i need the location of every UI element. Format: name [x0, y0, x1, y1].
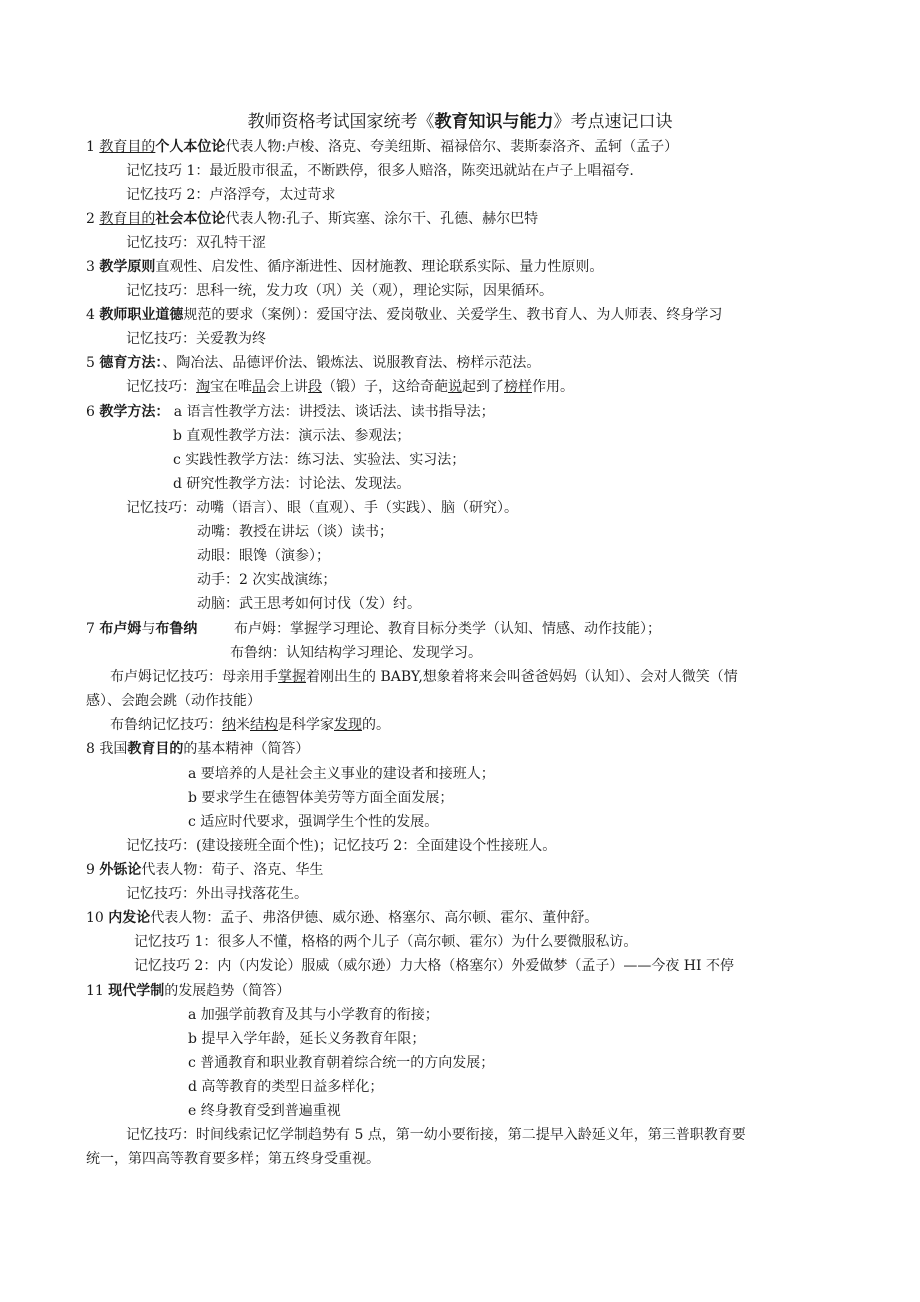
item-6-c: c 实践性教学方法：练习法、实验法、实习法；: [173, 452, 466, 468]
item-6-mnemonic-brain: 动脑：武王思考如何讨伐（发）纣。: [197, 596, 421, 612]
item-6-mnemonic-hand: 动手：2 次实战演练；: [197, 572, 337, 588]
item-11-d: d 高等教育的类型日益多样化；: [188, 1079, 384, 1095]
item-10-tip-2: 记忆技巧 2：内（内发论）服威（威尔逊）力大格（格塞尔）外爱做梦（孟子）——今夜 HI 不停: [134, 958, 734, 974]
item-11-e: e 终身教育受到普遍重视: [188, 1103, 341, 1119]
item-3-tip: 记忆技巧：思科一统，发力攻（巩）关（观），理论实际，因果循环。: [126, 283, 553, 299]
item-5-heading: 5 德育方法：、陶冶法、品德评价法、锻炼法、说服教育法、榜样示范法。: [86, 355, 541, 371]
item-8-heading: 8 我国教育目的的基本精神（简答）: [86, 741, 310, 757]
item-6-mnemonic-mouth: 动嘴：教授在讲坛（谈）读书；: [197, 524, 393, 540]
item-3-heading: 3 教学原则直观性、启发性、循序渐进性、因材施教、理论联系实际、量力性原则。: [86, 259, 604, 275]
item-11-heading: 11 现代学制的发展趋势（简答）: [86, 983, 291, 999]
document-title: 教师资格考试国家统考《教育知识与能力》考点速记口诀: [247, 112, 673, 132]
item-10-tip-1: 记忆技巧 1：很多人不懂，格格的两个儿子（高尔顿、霍尔）为什么要微服私访。: [134, 934, 638, 950]
item-8-b: b 要求学生在德智体美劳等方面全面发展；: [188, 790, 454, 806]
item-4-tip: 记忆技巧：关爱教为终: [126, 331, 266, 347]
item-10-heading: 10 内发论代表人物：孟子、弗洛伊德、威尔逊、格塞尔、高尔顿、霍尔、董仲舒。: [86, 910, 599, 926]
item-5-tip: 记忆技巧：淘宝在唯品会上讲段（锻）子，这给奇葩说起到了榜样作用。: [126, 379, 574, 395]
item-8-c: c 适应时代要求，强调学生个性的发展。: [188, 814, 439, 830]
item-11-tip: 记忆技巧：时间线索记忆学制趋势有 5 点，第一幼小要衔接，第二提早入龄延义年，第三普职教育要: [126, 1127, 746, 1143]
item-7-bloom-tip-cont: 感）、会跑会跳（动作技能）: [86, 693, 261, 709]
item-1-heading: 1 教育目的个人本位论代表人物:卢梭、洛克、夸美纽斯、福禄倍尔、裴斯泰洛齐、孟轲（孟子）: [86, 139, 679, 155]
item-8-tip: 记忆技巧：(建设接班全面个性)；记忆技巧 2：全面建设个性接班人。: [126, 838, 557, 854]
item-8-a: a 要培养的人是社会主义事业的建设者和接班人；: [188, 766, 495, 782]
item-9-heading: 9 外铄论代表人物：荀子、洛克、华生: [86, 862, 324, 878]
item-6-mnemonic-eye: 动眼：眼馋（演参）；: [197, 548, 330, 564]
item-11-c: c 普通教育和职业教育朝着综合统一的方向发展；: [188, 1055, 495, 1071]
item-6-heading: 6 教学方法： a 语言性教学方法：讲授法、谈话法、读书指导法；: [86, 404, 495, 420]
item-11-a: a 加强学前教育及其与小学教育的衔接；: [188, 1007, 439, 1023]
item-1-tip-1: 记忆技巧 1：最近股市很孟，不断跌停，很多人赔洛，陈奕迅就站在卢子上唱福夸.: [126, 163, 634, 179]
item-2-heading: 2 教育目的社会本位论代表人物:孔子、斯宾塞、涂尔干、孔德、赫尔巴特: [86, 211, 539, 227]
item-7-heading: 7 布卢姆与布鲁纳: [86, 621, 198, 637]
item-7-bruner: 布鲁纳：认知结构学习理论、发现学习。: [230, 645, 482, 661]
item-11-tip-cont: 统一，第四高等教育要多样；第五终身受重视。: [86, 1151, 380, 1167]
item-6-b: b 直观性教学方法：演示法、参观法；: [173, 428, 411, 444]
item-11-b: b 提早入学年龄，延长义务教育年限；: [188, 1031, 426, 1047]
item-7-bruner-tip: 布鲁纳记忆技巧：纳米结构是科学家发现的。: [110, 717, 390, 733]
item-4-heading: 4 教师职业道德规范的要求（案例）：爱国守法、爱岗敬业、关爱学生、教书育人、为人师表、终身学习: [86, 307, 723, 323]
item-6-tip: 记忆技巧：动嘴（语言）、眼（直观）、手（实践）、脑（研究）。: [126, 500, 518, 516]
item-7-bloom: 布卢姆：掌握学习理论、教育目标分类学（认知、情感、动作技能）；: [234, 621, 661, 637]
item-6-d: d 研究性教学方法：讨论法、发现法。: [173, 476, 411, 492]
item-7-bloom-tip: 布卢姆记忆技巧：母亲用手掌握着刚出生的 BABY,想象着将来会叫爸爸妈妈（认知）、会对人微笑（情: [110, 669, 738, 685]
item-1-tip-2: 记忆技巧 2：卢洛浮夸，太过苛求: [126, 187, 336, 203]
item-2-tip: 记忆技巧：双孔特干涩: [126, 235, 266, 251]
item-9-tip: 记忆技巧：外出寻找落花生。: [126, 886, 308, 902]
